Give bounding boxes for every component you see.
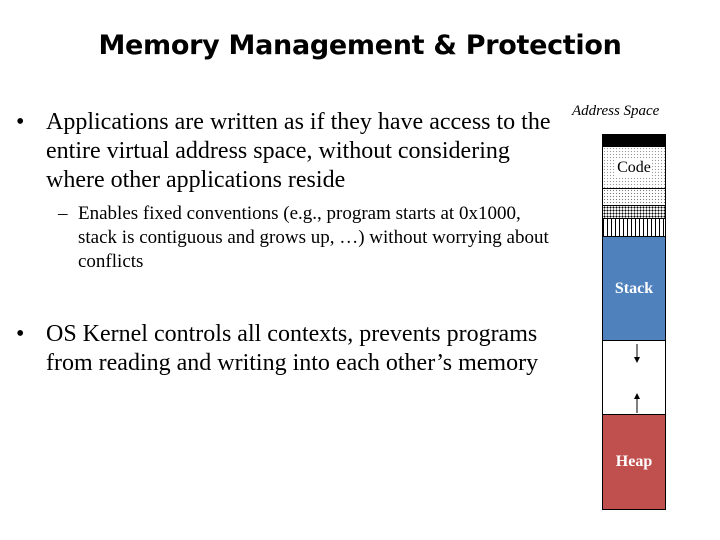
- bullet-text: Applications are written as if they have access to the entire virtual address space, without considering where other applications reside: [46, 109, 551, 193]
- bullet-dot-icon: •: [16, 109, 25, 135]
- code-segment: [602, 147, 666, 189]
- bss-segment: [602, 206, 666, 219]
- stack-label: Stack: [614, 279, 654, 297]
- code-label: Code: [617, 158, 651, 176]
- kernel-segment: [602, 134, 666, 147]
- heap-label: Heap: [615, 453, 653, 470]
- stack-segment: [602, 237, 666, 341]
- bullet-list: [16, 108, 556, 378]
- arrow-up-icon: [633, 393, 641, 413]
- bullet-item: [16, 108, 556, 195]
- bullet-item: [16, 320, 556, 378]
- bullet-text: OS Kernel controls all contexts, prevents programs from reading and writing into each other’s memory: [46, 321, 539, 376]
- dash-icon: –: [58, 203, 68, 224]
- arrow-down-icon: [633, 344, 641, 364]
- heap-segment: [602, 415, 666, 510]
- address-space-label: Address Space: [572, 103, 660, 119]
- sub-bullet-item: [58, 202, 556, 274]
- data-segment: [602, 189, 666, 206]
- heap-metadata-segment: [602, 219, 666, 237]
- sub-bullet-text: Enables fixed conventions (e.g., program starts at 0x1000, stack is contiguous and grows up, …) without worrying about conflicts: [78, 203, 549, 272]
- bullet-dot-icon: •: [16, 321, 25, 347]
- slide-title: Memory Management & Protection: [98, 30, 622, 61]
